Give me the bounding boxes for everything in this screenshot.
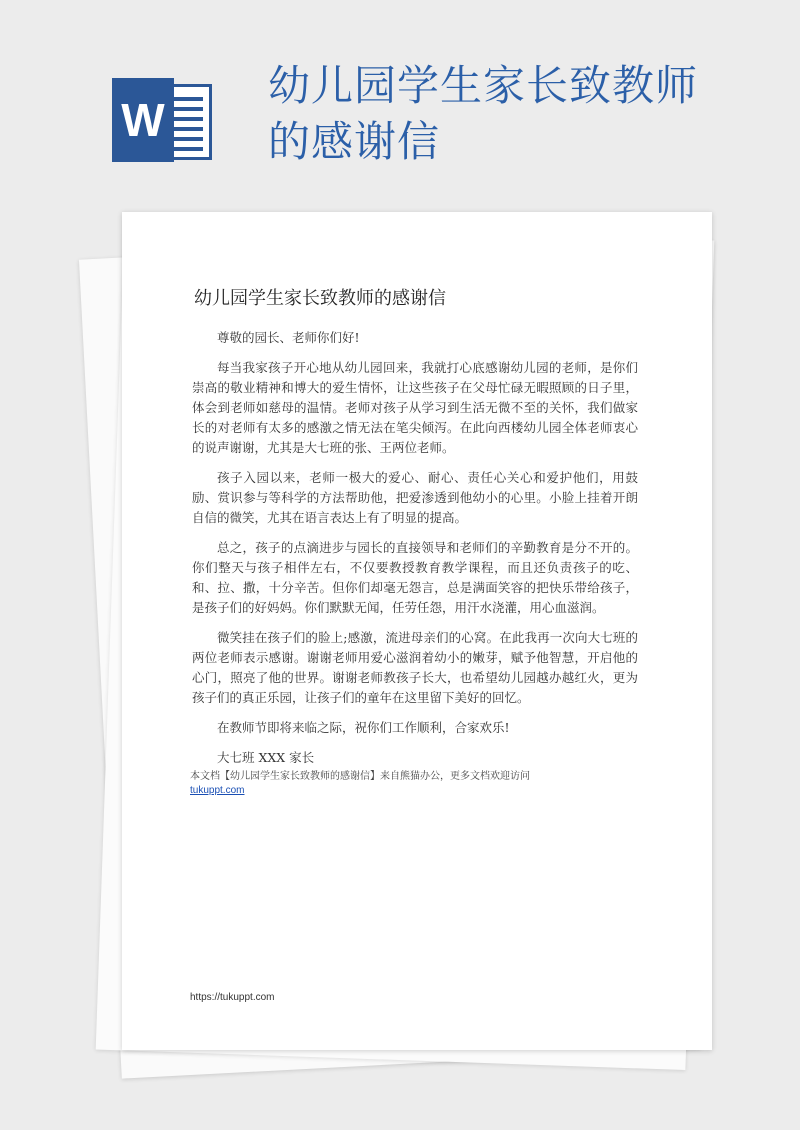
bottom-url[interactable]: https://tukuppt.com: [190, 992, 275, 1003]
paragraph-1: 每当我家孩子开心地从幼儿园回来，我就打心底感谢幼儿园的老师，是你们崇高的敬业精神和博大的爱生情怀，让这些孩子在父母忙碌无暇照顾的日子里，体会到老师如慈母的温情。老师对孩子从学习到生活无微不至的关怀，我们做家长的对老师有太多的感激之情无法在笔尖倾泻。在此向西楼幼儿园全体老师衷心的说声谢谢，尤其是大七班的张、王两位老师。: [192, 360, 638, 455]
source-note-text: 本文档【幼儿园学生家长致教师的感谢信】来自熊猫办公，更多文档欢迎访问: [190, 771, 530, 782]
document-body: [192, 328, 638, 778]
document-title: 幼儿园学生家长致教师的感谢信: [194, 288, 446, 309]
word-letter: W: [112, 78, 174, 162]
paragraph-3: 总之，孩子的点滴进步与园长的直接领导和老师们的辛勤教育是分不开的。你们整天与孩子相伴左右，不仅要教授教育教学课程，而且还负责孩子的吃、和、拉、撒，十分辛苦。但你们却毫无怨言，总是满面笑容的把快乐带给孩子，是孩子们的好妈妈。你们默默无闻，任劳任怨，用汗水浇灌，用心血滋润。: [192, 540, 638, 615]
paragraph-2: 孩子入园以来，老师一极大的爱心、耐心、责任心关心和爱护他们，用鼓励、赏识参与等科学的方法帮助他，把爱渗透到他幼小的心里。小脸上挂着开朗自信的微笑，尤其在语言表达上有了明显的提高。: [192, 470, 638, 525]
document-page: [122, 212, 712, 1050]
page-title: 幼儿园学生家长致教师的感谢信: [268, 61, 699, 166]
page-header: [0, 0, 800, 200]
signature: 大七班 XXX 家长: [217, 750, 315, 765]
greeting: 尊敬的园长、老师你们好!: [217, 330, 360, 345]
word-doc-icon: [112, 78, 216, 162]
paragraph-4: 微笑挂在孩子们的脸上;感激，流进母亲们的心窝。在此我再一次向大七班的两位老师表示感谢。谢谢老师用爱心滋润着幼小的嫩芽，赋予他智慧，开启他的心门，照亮了他的世界。谢谢老师教孩子长大，也希望幼儿园越办越红火，更为孩子们的真正乐园，让孩子们的童年在这里留下美好的回忆。: [192, 630, 638, 705]
source-note: [190, 770, 650, 798]
source-link[interactable]: tukuppt.com: [190, 785, 245, 796]
paragraph-5: 在教师节即将来临之际，祝你们工作顺利，合家欢乐!: [217, 720, 510, 735]
